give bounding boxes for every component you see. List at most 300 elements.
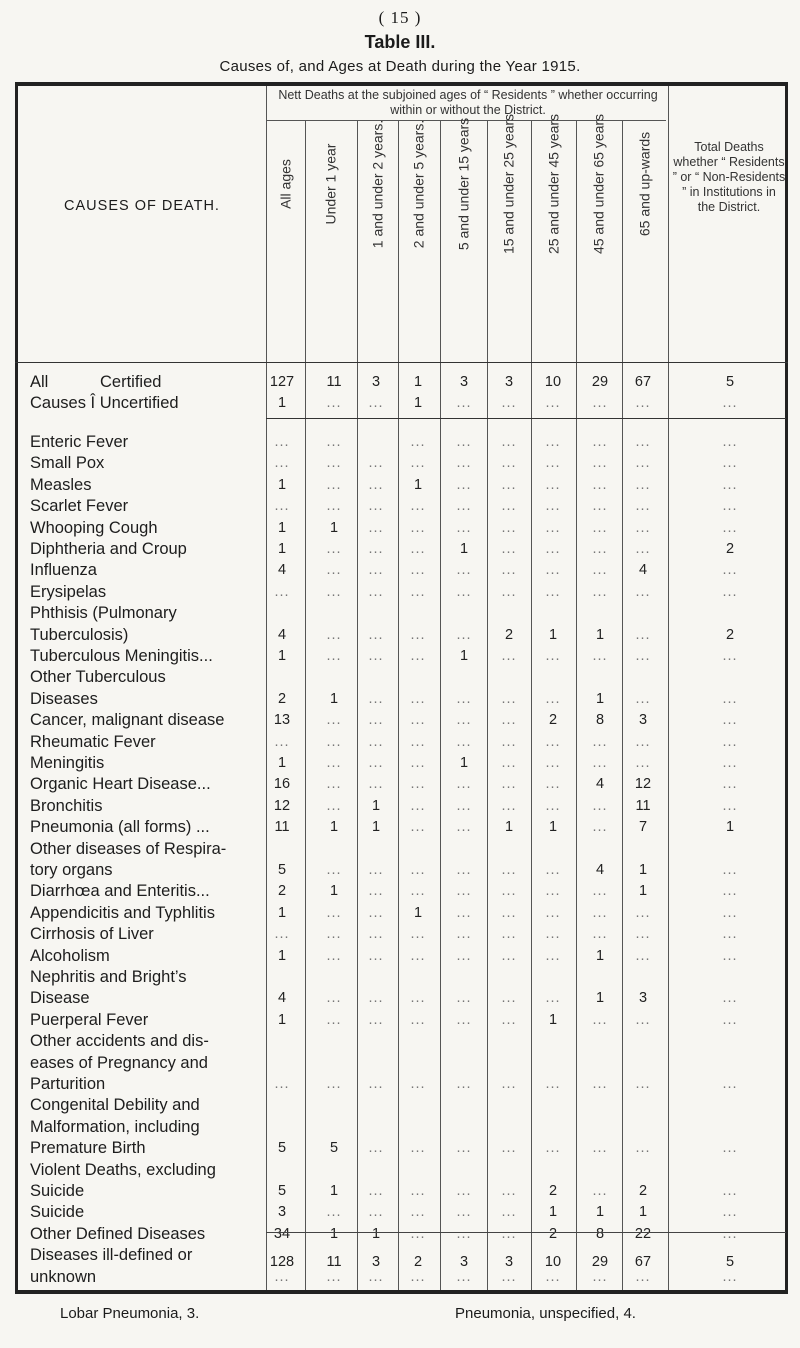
cell-row-0-col-1: ... <box>326 434 342 450</box>
uncertified-label: Causes Î Uncertified <box>30 394 179 412</box>
cell-row-7-col-8: ... <box>635 583 651 600</box>
column-header-label: 1 and under 2 years. <box>369 119 385 249</box>
cell-row-15-col-5: ... <box>501 797 517 814</box>
cell-row-14-col-6: ... <box>545 776 561 793</box>
cause-label: Suicide <box>30 1182 85 1200</box>
cause-label: Violent Deaths, excluding <box>30 1160 216 1179</box>
cell-row-19-col-1: ... <box>326 904 342 921</box>
cell-row-25-col-4: ... <box>456 1140 472 1157</box>
cell-certified-col-0: 127 <box>269 374 295 390</box>
cell-row-11-col-5: ... <box>501 712 517 729</box>
cell-row-6-col-7: ... <box>592 562 608 579</box>
cell-row-7-col-0: ... <box>274 583 290 600</box>
cell-row-24-col-8: ... <box>635 1076 651 1092</box>
cell-row-9-col-3: ... <box>410 648 426 664</box>
cause-label: Bronchitis <box>30 796 103 815</box>
cell-row-15-col-6: ... <box>545 797 561 814</box>
cell-row-26-col-6: 2 <box>548 1183 558 1199</box>
group-header: Nett Deaths at the subjoined ages of “ Residents ” whether occurring within or without the District. <box>278 88 658 117</box>
cell-row-27-col-6: 1 <box>548 1204 558 1221</box>
cause-label: eases of Pregnancy and <box>30 1053 208 1072</box>
cell-row-15-col-7: ... <box>592 797 608 814</box>
cell-row-26-col-3: ... <box>410 1183 426 1199</box>
cell-row-10-col-4: ... <box>456 690 472 707</box>
cell-row-18-col-2: ... <box>368 883 384 900</box>
cell-uncertified-col-5: ... <box>501 395 517 411</box>
cell-certified-col-3: 1 <box>413 374 423 390</box>
cell-row-2-col-6: ... <box>545 476 561 493</box>
cell-row-20-col-7: ... <box>592 926 608 943</box>
cell-row-20-col-3: ... <box>410 926 426 943</box>
cell-row-23-col-8: ... <box>635 1011 651 1028</box>
cell-row-28-col-4: ... <box>456 1225 472 1242</box>
cell-row-5-col-6: ... <box>545 541 561 557</box>
cell-row-8-col-3: ... <box>410 626 426 643</box>
cell-row-5-col-1: ... <box>326 541 342 557</box>
cell-row-5-col-2: ... <box>368 541 384 557</box>
cell-row-25-col-2: ... <box>368 1140 384 1157</box>
column-header <box>487 113 531 255</box>
cell-row-28-col-9: ... <box>722 1225 738 1242</box>
cell-row-19-col-9: ... <box>722 904 738 921</box>
table-subtitle: Causes of, and Ages at Death during the Year 1915. <box>219 58 581 75</box>
cause-label: Premature Birth <box>30 1139 146 1158</box>
cell-row-17-col-6: ... <box>545 862 561 878</box>
cell-row-2-col-0: 1 <box>277 476 287 493</box>
cell-total-col-3: 2 <box>413 1254 423 1270</box>
cell-row-19-col-6: ... <box>545 904 561 921</box>
cell-row-0-col-5: ... <box>501 434 517 450</box>
cell-row-0-col-0: ... <box>274 434 290 450</box>
cell-row-21-col-4: ... <box>456 947 472 964</box>
cell-row-4-col-0: 1 <box>277 519 287 536</box>
cell-row-24-col-0: ... <box>274 1076 290 1092</box>
cell-row-12-col-7: ... <box>592 733 608 750</box>
cell-row-9-col-7: ... <box>592 648 608 664</box>
totals-rule <box>266 1232 786 1233</box>
cell-row-0-col-6: ... <box>545 434 561 450</box>
cell-row-22-col-6: ... <box>545 990 561 1007</box>
cell-row-17-col-8: 1 <box>638 862 648 878</box>
cell-total-col-4: 3 <box>459 1254 469 1270</box>
cell-row-9-col-4: 1 <box>459 648 469 664</box>
cause-label: Cancer, malignant disease <box>30 711 225 730</box>
cell-row-28-col-5: ... <box>501 1225 517 1242</box>
cell-row-22-col-3: ... <box>410 990 426 1007</box>
cell-row-6-col-2: ... <box>368 562 384 579</box>
cell-row-25-col-0: 5 <box>277 1140 287 1157</box>
cell-row-16-col-6: 1 <box>548 819 558 836</box>
cell-row-28-col-1: 1 <box>329 1225 339 1242</box>
cell-row-7-col-7: ... <box>592 583 608 600</box>
cause-label: Suicide <box>30 1203 85 1222</box>
cell-row-22-col-0: 4 <box>277 990 287 1007</box>
cell-row-26-col-0: 5 <box>277 1183 287 1199</box>
column-header-label: 25 and under 45 years <box>545 113 561 255</box>
cause-label: Diseases ill-defined or <box>30 1246 193 1265</box>
column-header-label: All ages <box>277 159 293 209</box>
cell-row-22-col-9: ... <box>722 990 738 1007</box>
cell-row-7-col-1: ... <box>326 583 342 600</box>
cell-row-23-col-9: ... <box>722 1011 738 1028</box>
causes-header: CAUSES OF DEATH. <box>64 198 220 214</box>
cell-row-1-col-6: ... <box>545 455 561 472</box>
cause-label: Cirrhosis of Liver <box>30 925 154 944</box>
cell-row-8-col-8: ... <box>635 626 651 643</box>
cell-row-10-col-8: ... <box>635 690 651 707</box>
column-rule <box>668 86 669 1290</box>
cell-row-7-col-4: ... <box>456 583 472 600</box>
cell-row-19-col-7: ... <box>592 904 608 921</box>
cell-row-18-col-3: ... <box>410 883 426 900</box>
cell-row-12-col-4: ... <box>456 733 472 750</box>
cell-row-27-col-1: ... <box>326 1204 342 1221</box>
cell-row-26-col-2: ... <box>368 1183 384 1199</box>
cell-row-16-col-1: 1 <box>329 819 339 836</box>
header-rule <box>15 362 788 363</box>
cause-label: Small Pox <box>30 454 105 473</box>
cell-row-10-col-1: 1 <box>329 690 339 707</box>
cell-row-10-col-0: 2 <box>277 690 287 707</box>
cause-label: Meningitis <box>30 754 105 772</box>
cell-row-3-col-3: ... <box>410 498 426 515</box>
cell-row-20-col-1: ... <box>326 926 342 943</box>
cell-total-col-6: 10 <box>544 1254 562 1270</box>
cell-row-18-col-6: ... <box>545 883 561 900</box>
cell-row-16-col-7: ... <box>592 819 608 836</box>
cell-row-15-col-9: ... <box>722 797 738 814</box>
cell-row-7-col-3: ... <box>410 583 426 600</box>
cell-total-col-1: 11 <box>326 1254 342 1270</box>
cause-label: Other Defined Diseases <box>30 1224 206 1243</box>
cause-label: Rheumatic Fever <box>30 732 156 751</box>
cause-label: Diarrhœa and Enteritis... <box>30 882 210 901</box>
cell-row-8-col-0: 4 <box>277 626 287 643</box>
cell-row-23-col-4: ... <box>456 1011 472 1028</box>
column-header-label: Under 1 year <box>322 143 339 225</box>
cell-row-12-col-5: ... <box>501 733 517 750</box>
cell-row-22-col-8: 3 <box>638 990 648 1007</box>
cell-row-12-col-8: ... <box>635 733 651 750</box>
cell-row-13-col-2: ... <box>368 755 384 771</box>
cell-row-29-col-6: ... <box>545 1268 561 1285</box>
cell-row-10-col-2: ... <box>368 690 384 707</box>
cell-total-col-5: 3 <box>504 1254 514 1270</box>
all-causes-rule <box>266 418 786 419</box>
cell-row-21-col-6: ... <box>545 947 561 964</box>
cause-label: Parturition <box>30 1075 106 1093</box>
cell-row-17-col-4: ... <box>456 862 472 878</box>
cell-row-13-col-3: ... <box>410 755 426 771</box>
cell-row-2-col-8: ... <box>635 476 651 493</box>
cell-row-21-col-3: ... <box>410 947 426 964</box>
cell-row-21-col-7: 1 <box>595 947 605 964</box>
cell-row-22-col-7: 1 <box>595 990 605 1007</box>
column-header-label: 15 and under 25 years <box>500 113 517 255</box>
cell-row-5-col-4: 1 <box>459 541 469 557</box>
cell-row-16-col-9: 1 <box>725 819 735 836</box>
cell-row-11-col-8: 3 <box>638 712 648 729</box>
cell-row-18-col-7: ... <box>592 883 608 900</box>
cell-row-23-col-3: ... <box>410 1011 426 1028</box>
cell-row-25-col-9: ... <box>722 1140 738 1157</box>
cell-row-8-col-2: ... <box>368 626 384 643</box>
cell-row-18-col-0: 2 <box>277 883 287 900</box>
cell-row-6-col-9: ... <box>722 562 738 579</box>
cell-row-17-col-7: 4 <box>595 862 605 878</box>
cell-row-10-col-5: ... <box>501 690 517 707</box>
cause-label: Puerperal Fever <box>30 1010 149 1029</box>
cell-row-29-col-3: ... <box>410 1268 426 1285</box>
cell-row-2-col-9: ... <box>722 476 738 493</box>
cell-row-27-col-4: ... <box>456 1204 472 1221</box>
cause-label: Pneumonia (all forms) ... <box>30 818 210 837</box>
cell-row-3-col-1: ... <box>326 498 342 515</box>
cell-row-29-col-7: ... <box>592 1268 608 1285</box>
cause-label: Malformation, including <box>30 1117 200 1136</box>
cell-row-28-col-6: 2 <box>548 1225 558 1242</box>
cell-row-6-col-8: 4 <box>638 562 648 579</box>
cell-row-4-col-6: ... <box>545 519 561 536</box>
cell-row-1-col-2: ... <box>368 455 384 472</box>
cell-row-9-col-9: ... <box>722 648 738 664</box>
cell-row-24-col-6: ... <box>545 1076 561 1092</box>
cell-row-15-col-2: 1 <box>371 797 381 814</box>
cell-row-12-col-1: ... <box>326 733 342 750</box>
cell-row-13-col-4: 1 <box>459 755 469 771</box>
cell-row-14-col-3: ... <box>410 776 426 793</box>
cell-row-20-col-2: ... <box>368 926 384 943</box>
cell-certified-col-9: 5 <box>725 374 735 390</box>
total-deaths-header: Total Deaths whether “ Residents ” or “ Non-Residents ” in Institutions in the District. <box>672 140 786 214</box>
cell-row-21-col-1: ... <box>326 947 342 964</box>
cell-row-16-col-4: ... <box>456 819 472 836</box>
cell-row-4-col-1: 1 <box>329 519 339 536</box>
cell-row-14-col-5: ... <box>501 776 517 793</box>
cell-row-11-col-0: 13 <box>273 712 291 729</box>
cell-row-25-col-1: 5 <box>329 1140 339 1157</box>
cell-row-22-col-5: ... <box>501 990 517 1007</box>
column-header <box>266 124 305 244</box>
cell-row-5-col-8: ... <box>635 541 651 557</box>
cell-row-29-col-1: ... <box>326 1268 342 1285</box>
cell-uncertified-col-6: ... <box>545 395 561 411</box>
cell-row-6-col-5: ... <box>501 562 517 579</box>
cell-row-15-col-3: ... <box>410 797 426 814</box>
cell-row-21-col-9: ... <box>722 947 738 964</box>
cell-row-23-col-2: ... <box>368 1011 384 1028</box>
cell-row-7-col-6: ... <box>545 583 561 600</box>
cell-row-12-col-0: ... <box>274 733 290 750</box>
cell-row-26-col-9: ... <box>722 1183 738 1199</box>
column-rule <box>440 121 441 1290</box>
cell-total-col-2: 3 <box>371 1254 381 1270</box>
cell-row-17-col-5: ... <box>501 862 517 878</box>
column-header-label: 2 and under 5 years. <box>410 119 427 249</box>
cell-row-26-col-4: ... <box>456 1183 472 1199</box>
cell-row-28-col-3: ... <box>410 1225 426 1242</box>
column-header <box>531 113 576 255</box>
column-rule <box>576 121 577 1290</box>
cell-uncertified-col-9: ... <box>722 395 738 411</box>
cell-row-9-col-1: ... <box>326 648 342 664</box>
cell-row-11-col-6: 2 <box>548 712 558 729</box>
cell-row-24-col-5: ... <box>501 1076 517 1092</box>
cell-row-27-col-7: 1 <box>595 1204 605 1221</box>
cell-row-14-col-8: 12 <box>634 776 652 793</box>
cell-row-4-col-9: ... <box>722 519 738 536</box>
cell-row-13-col-0: 1 <box>277 755 287 771</box>
cell-row-28-col-7: 8 <box>595 1225 605 1242</box>
cell-row-23-col-0: 1 <box>277 1011 287 1028</box>
cell-uncertified-col-2: ... <box>368 395 384 411</box>
cause-label: Tuberculosis) <box>30 625 129 644</box>
cell-row-26-col-5: ... <box>501 1183 517 1199</box>
cell-row-12-col-3: ... <box>410 733 426 750</box>
cause-label: Phthisis (Pulmonary <box>30 604 177 623</box>
cell-certified-col-2: 3 <box>371 374 381 390</box>
cell-row-4-col-5: ... <box>501 519 517 536</box>
cell-row-22-col-4: ... <box>456 990 472 1007</box>
cell-row-0-col-4: ... <box>456 434 472 450</box>
cell-row-14-col-0: 16 <box>273 776 291 793</box>
cell-uncertified-col-8: ... <box>635 395 651 411</box>
cause-label: Influenza <box>30 561 97 580</box>
column-header <box>357 119 398 249</box>
cause-label: Appendicitis and Typhlitis <box>30 903 215 922</box>
cell-row-18-col-5: ... <box>501 883 517 900</box>
cell-row-1-col-9: ... <box>722 455 738 472</box>
cell-row-15-col-8: 11 <box>635 797 651 814</box>
cell-row-26-col-1: 1 <box>329 1183 339 1199</box>
cell-total-col-7: 29 <box>591 1254 609 1270</box>
cell-row-19-col-5: ... <box>501 904 517 921</box>
cell-row-17-col-2: ... <box>368 862 384 878</box>
column-header <box>576 113 622 255</box>
cell-row-8-col-4: ... <box>456 626 472 643</box>
cause-label: Diphtheria and Croup <box>30 540 187 558</box>
cause-label: Erysipelas <box>30 582 107 601</box>
cell-row-13-col-1: ... <box>326 755 342 771</box>
cell-row-13-col-6: ... <box>545 755 561 771</box>
cell-row-11-col-1: ... <box>326 712 342 729</box>
cell-row-23-col-5: ... <box>501 1011 517 1028</box>
cell-row-6-col-0: 4 <box>277 562 287 579</box>
cell-row-9-col-5: ... <box>501 648 517 664</box>
cell-row-20-col-6: ... <box>545 926 561 943</box>
cell-row-16-col-0: 11 <box>274 819 290 836</box>
cell-row-4-col-7: ... <box>592 519 608 536</box>
cell-row-7-col-9: ... <box>722 583 738 600</box>
cell-row-20-col-9: ... <box>722 926 738 943</box>
cell-row-23-col-6: 1 <box>548 1011 558 1028</box>
cell-row-19-col-3: 1 <box>413 904 423 921</box>
cell-row-17-col-3: ... <box>410 862 426 878</box>
cell-row-9-col-2: ... <box>368 648 384 664</box>
cell-row-21-col-2: ... <box>368 947 384 964</box>
cell-row-3-col-2: ... <box>368 498 384 515</box>
footnote-right: Pneumonia, unspecified, 4. <box>455 1305 636 1322</box>
footnote-left: Lobar Pneumonia, 3. <box>60 1305 200 1322</box>
cell-row-11-col-4: ... <box>456 712 472 729</box>
cell-uncertified-col-7: ... <box>592 395 608 411</box>
cause-label: Measles <box>30 475 92 494</box>
cell-row-26-col-8: 2 <box>638 1183 648 1199</box>
cell-row-5-col-3: ... <box>410 541 426 557</box>
all-causes-prefix: All <box>30 373 49 391</box>
cell-row-19-col-4: ... <box>456 904 472 921</box>
cell-row-12-col-6: ... <box>545 733 561 750</box>
column-header-label: 45 and under 65 years <box>590 113 607 255</box>
cause-label: Organic Heart Disease... <box>30 775 211 794</box>
cause-label: Tuberculous Meningitis... <box>30 647 213 665</box>
cell-row-25-col-3: ... <box>410 1140 426 1157</box>
cell-row-24-col-4: ... <box>456 1076 472 1092</box>
cell-row-1-col-8: ... <box>635 455 651 472</box>
cell-row-28-col-8: 22 <box>634 1225 652 1242</box>
cell-row-9-col-8: ... <box>635 648 651 664</box>
cell-row-10-col-9: ... <box>722 690 738 707</box>
page-number: ( 15 ) <box>378 8 422 27</box>
cause-label: Diseases <box>30 689 98 708</box>
cell-row-19-col-2: ... <box>368 904 384 921</box>
cell-row-24-col-2: ... <box>368 1076 384 1092</box>
cell-row-4-col-2: ... <box>368 519 384 536</box>
column-rule <box>305 121 306 1290</box>
cell-row-4-col-3: ... <box>410 519 426 536</box>
cell-row-22-col-1: ... <box>326 990 342 1007</box>
cell-row-13-col-8: ... <box>635 755 651 771</box>
cell-row-5-col-0: 1 <box>277 541 287 557</box>
cell-uncertified-col-3: 1 <box>413 395 423 411</box>
cause-label: Nephritis and Bright’s <box>30 968 187 986</box>
cell-row-25-col-6: ... <box>545 1140 561 1157</box>
cell-row-25-col-8: ... <box>635 1140 651 1157</box>
cell-total-col-8: 67 <box>634 1254 652 1270</box>
cell-row-4-col-4: ... <box>456 519 472 536</box>
cell-row-3-col-4: ... <box>456 498 472 515</box>
column-header <box>305 124 357 244</box>
cell-row-18-col-9: ... <box>722 883 738 900</box>
cell-row-8-col-9: 2 <box>725 626 735 643</box>
cell-row-9-col-6: ... <box>545 648 561 664</box>
cell-row-7-col-5: ... <box>501 583 517 600</box>
cell-row-6-col-1: ... <box>326 562 342 579</box>
cell-certified-col-1: 11 <box>326 374 342 390</box>
cell-row-20-col-5: ... <box>501 926 517 943</box>
cell-row-0-col-8: ... <box>635 434 651 450</box>
cause-label: Other diseases of Respira- <box>30 839 227 858</box>
cell-row-27-col-9: ... <box>722 1204 738 1221</box>
certified-label: Certified <box>100 373 162 391</box>
cause-label: Disease <box>30 989 90 1008</box>
cause-label: Other Tuberculous <box>30 668 166 687</box>
cell-row-23-col-7: ... <box>592 1011 608 1028</box>
cell-uncertified-col-0: 1 <box>277 395 287 411</box>
cell-row-20-col-4: ... <box>456 926 472 943</box>
cell-row-24-col-3: ... <box>410 1076 426 1092</box>
cell-row-27-col-5: ... <box>501 1204 517 1221</box>
cell-row-11-col-2: ... <box>368 712 384 729</box>
cell-row-21-col-8: ... <box>635 947 651 964</box>
cell-row-13-col-5: ... <box>501 755 517 771</box>
cell-uncertified-col-4: ... <box>456 395 472 411</box>
cell-row-1-col-4: ... <box>456 455 472 472</box>
cell-uncertified-col-1: ... <box>326 395 342 411</box>
cell-certified-col-8: 67 <box>634 374 652 390</box>
cell-row-3-col-6: ... <box>545 498 561 515</box>
cell-row-4-col-8: ... <box>635 519 651 536</box>
